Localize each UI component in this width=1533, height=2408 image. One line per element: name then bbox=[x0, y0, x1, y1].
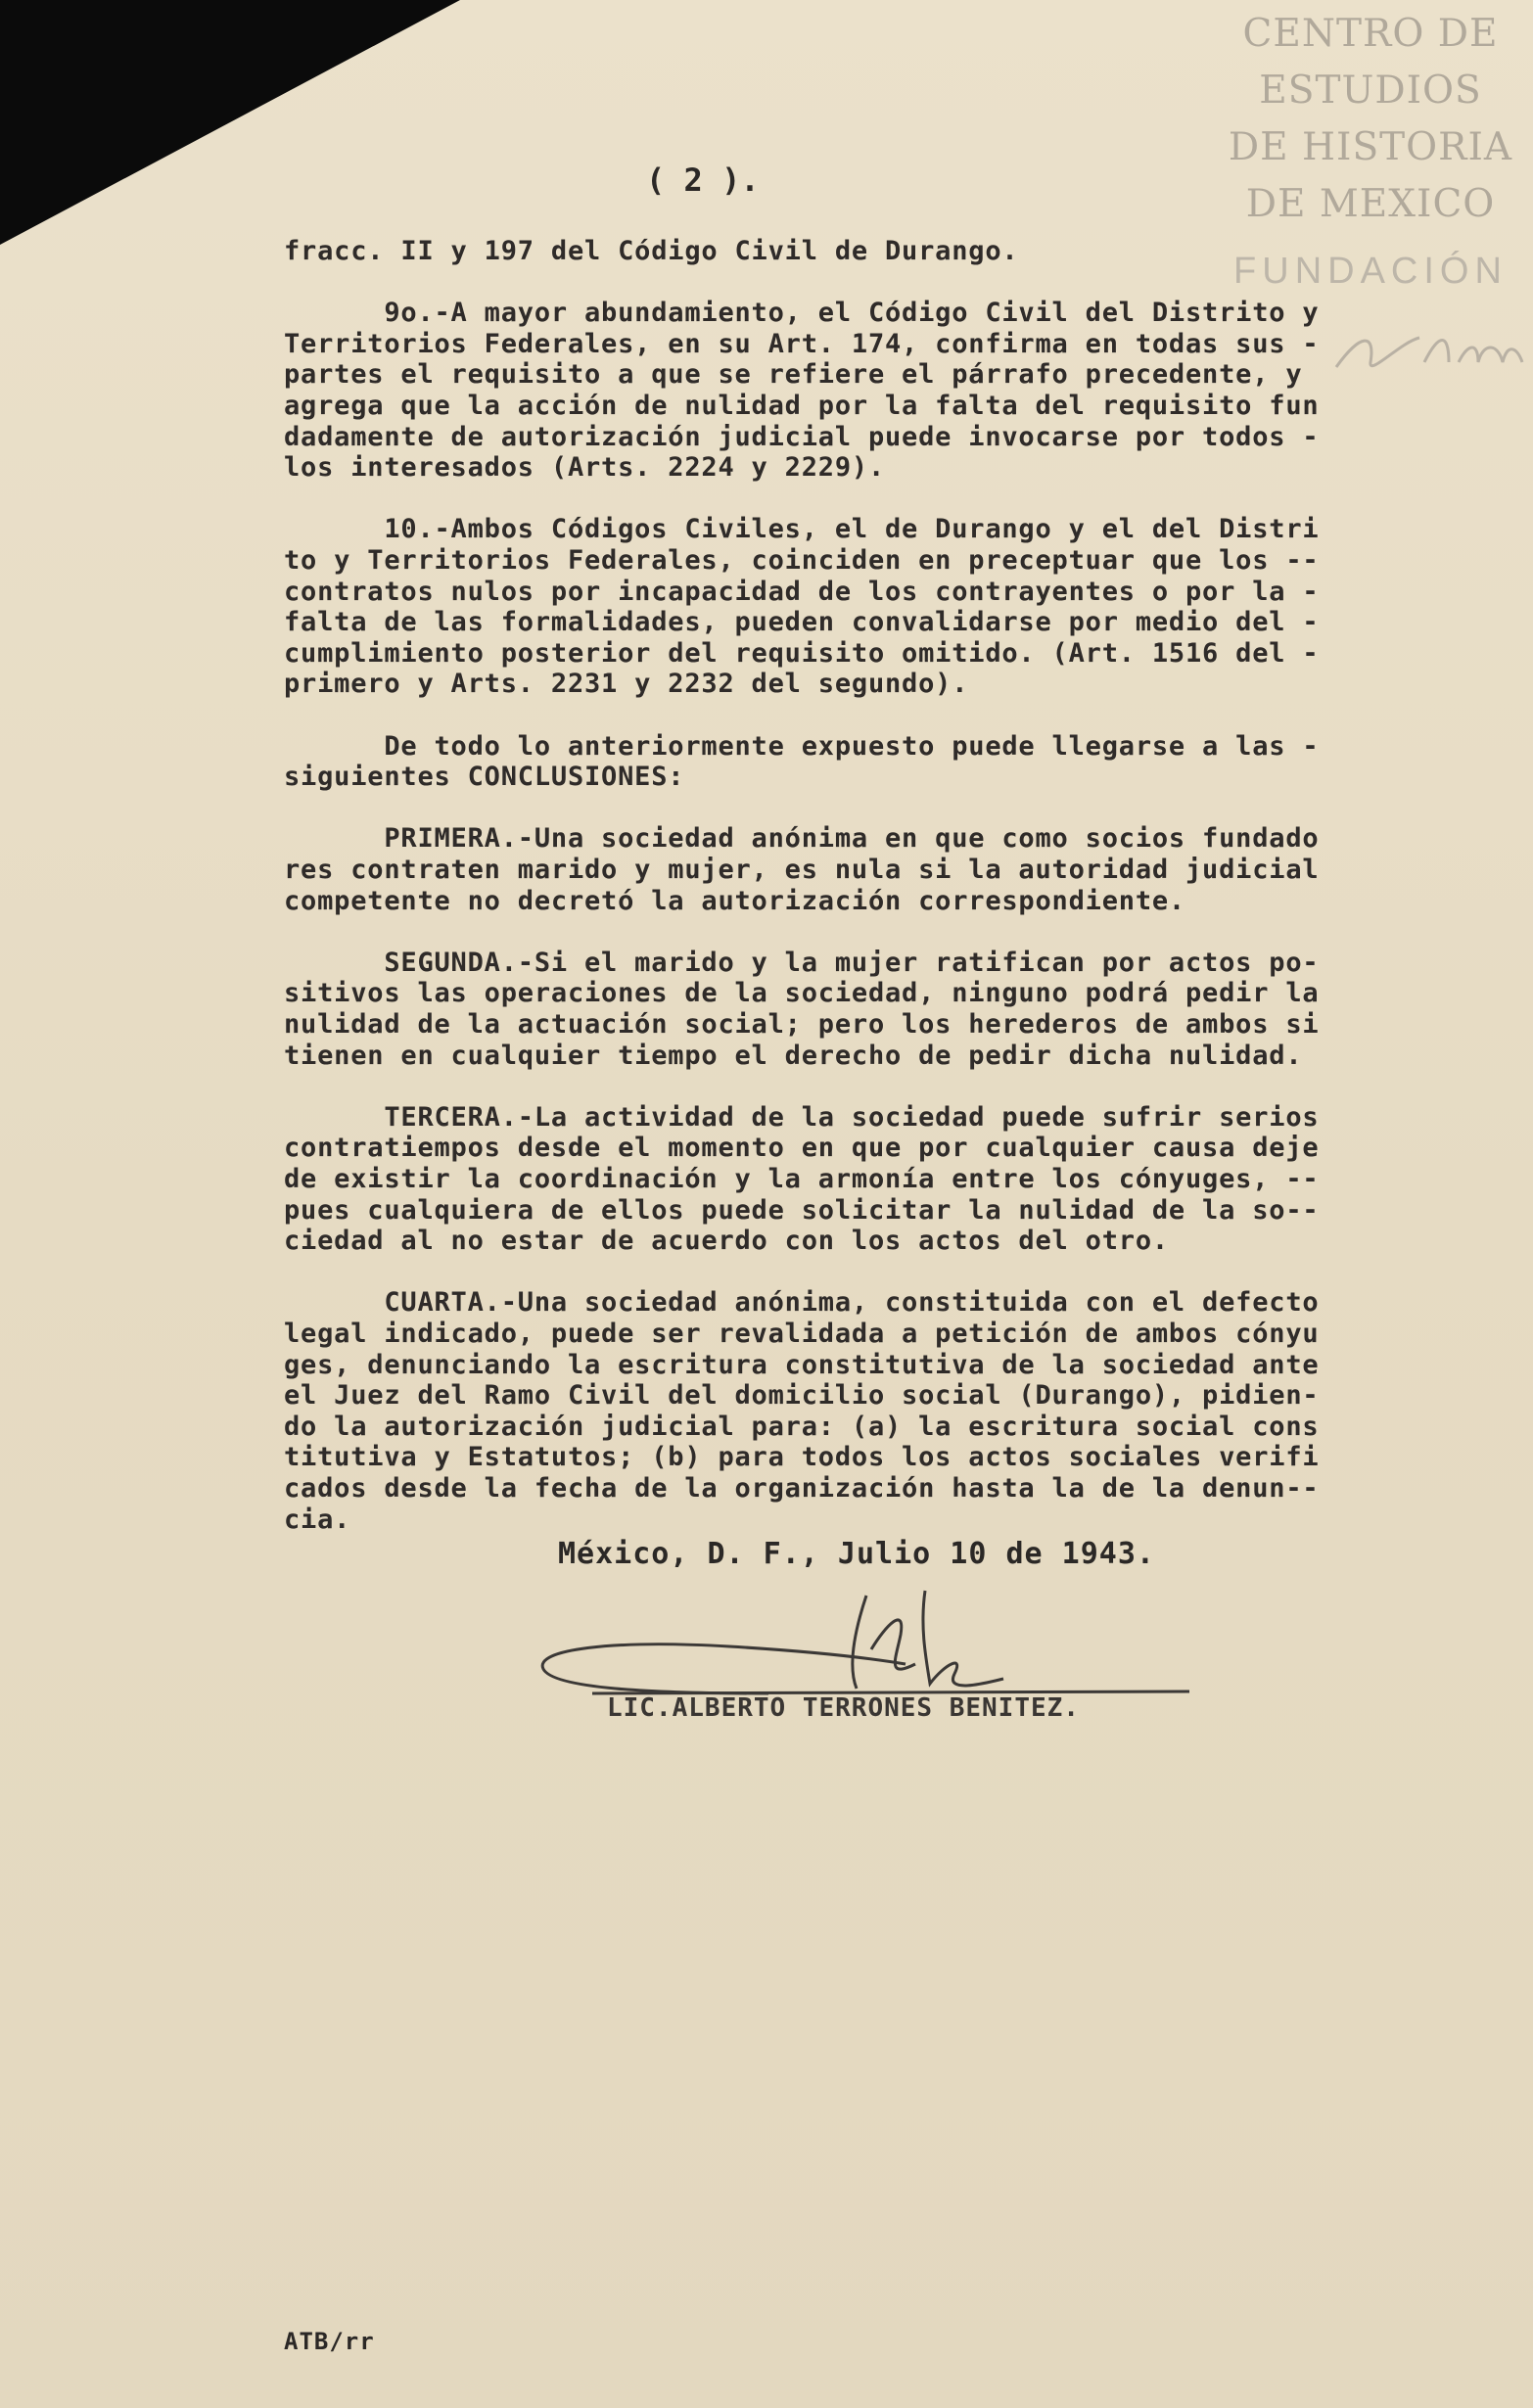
text-line: nulidad de la actuación social; pero los herederos de ambos si bbox=[284, 1009, 1320, 1040]
text-line: ges, denunciando la escritura constitutiva de la sociedad ante bbox=[284, 1349, 1320, 1380]
text-line: agrega que la acción de nulidad por la falta del requisito fun bbox=[284, 391, 1320, 421]
text-line: primero y Arts. 2231 y 2232 del segundo). bbox=[284, 669, 969, 700]
signatory-name: LIC.ALBERTO TERRONES BENITEZ. bbox=[607, 1693, 1080, 1723]
text-line: titutiva y Estatutos; (b) para todos los actos sociales verifi bbox=[284, 1442, 1320, 1473]
text-line: cia. bbox=[284, 1504, 351, 1535]
typist-initials: ATB/rr bbox=[284, 2328, 375, 2355]
text-line: ciedad al no estar de acuerdo con los actos del otro. bbox=[284, 1226, 1169, 1257]
watermark-line: DE MEXICO bbox=[1245, 182, 1496, 226]
text-line: sitivos las operaciones de la sociedad, ninguno podrá pedir la bbox=[284, 978, 1320, 1009]
text-line: CUARTA.-Una sociedad anónima, constituida con el defecto bbox=[284, 1287, 1320, 1319]
text-line: SEGUNDA.-Si el marido y la mujer ratifican por actos po- bbox=[284, 947, 1320, 978]
text-line: de existir la coordinación y la armonía entre los cónyuges, -- bbox=[284, 1164, 1320, 1194]
text-line: contratiempos desde el momento en que por cualquier causa deje bbox=[284, 1133, 1320, 1164]
black-corner-fold bbox=[0, 0, 460, 255]
watermark-line: ESTUDIOS bbox=[1259, 69, 1482, 113]
text-line: competente no decretó la autorización correspondiente. bbox=[284, 885, 1185, 916]
text-line: De todo lo anteriormente expuesto puede llegarse a las - bbox=[284, 730, 1320, 762]
text-line: cumplimiento posterior del requisito omitido. (Art. 1516 del - bbox=[284, 637, 1320, 669]
text-line: legal indicado, puede ser revalidada a petición de ambos cónyu bbox=[284, 1319, 1320, 1349]
text-line: los interesados (Arts. 2224 y 2229). bbox=[284, 452, 885, 484]
text-line: res contraten marido y mujer, es nula si la autoridad judicial bbox=[284, 855, 1320, 885]
text-line: pues cualquiera de ellos puede solicitar la nulidad de la so-- bbox=[284, 1194, 1320, 1226]
text-line: cados desde la fecha de la organización hasta la de la denun-- bbox=[284, 1473, 1320, 1504]
text-line: siguientes CONCLUSIONES: bbox=[284, 762, 685, 793]
text-line: contratos nulos por incapacidad de los contrayentes o por la - bbox=[284, 576, 1320, 607]
text-line: fracc. II y 197 del Código Civil de Durango. bbox=[284, 236, 1019, 266]
text-line: partes el requisito a que se refiere el párrafo precedente, y bbox=[284, 359, 1303, 391]
text-line: TERCERA.-La actividad de la sociedad puede sufrir serios bbox=[284, 1101, 1320, 1133]
page-number: ( 2 ). bbox=[646, 162, 760, 199]
text-line: to y Territorios Federales, coinciden en preceptuar que los -- bbox=[284, 545, 1320, 576]
text-line: dadamente de autorización judicial puede invocarse por todos - bbox=[284, 421, 1320, 452]
watermark-fundacion: FUNDACIÓN bbox=[1233, 251, 1508, 292]
watermark-line: DE HISTORIA bbox=[1228, 125, 1513, 169]
text-line: 10.-Ambos Códigos Civiles, el de Durango y el del Distri bbox=[284, 514, 1320, 545]
text-line: falta de las formalidades, pueden convalidarse por medio del - bbox=[284, 607, 1320, 638]
text-line: tienen en cualquier tiempo el derecho de pedir dicha nulidad. bbox=[284, 1040, 1303, 1071]
text-line: do la autorización judicial para: (a) la escritura social cons bbox=[284, 1411, 1320, 1442]
text-line: 9o.-A mayor abundamiento, el Código Civil del Distrito y bbox=[284, 298, 1320, 329]
text-line: el Juez del Ramo Civil del domicilio social (Durango), pidien- bbox=[284, 1380, 1320, 1412]
text-line: Territorios Federales, en su Art. 174, confirma en todas sus - bbox=[284, 328, 1320, 359]
watermark-line: CENTRO DE bbox=[1242, 12, 1499, 56]
document-date: México, D. F., Julio 10 de 1943. bbox=[558, 1537, 1155, 1571]
text-line: PRIMERA.-Una sociedad anónima en que como socios fundado bbox=[284, 823, 1320, 855]
